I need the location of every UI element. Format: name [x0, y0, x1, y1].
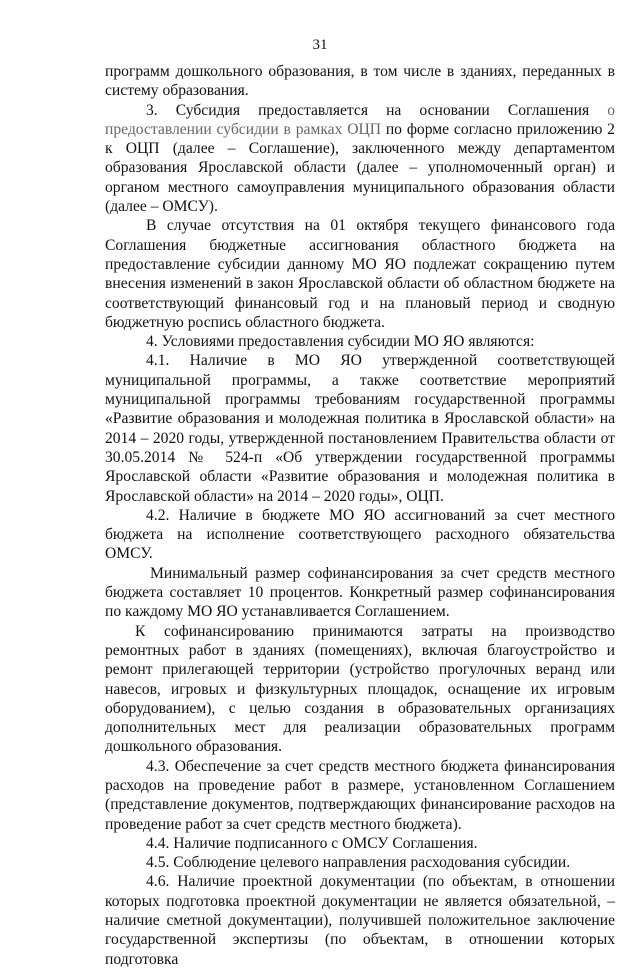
paragraph-text: 3. Субсидия предоставляется на основании Соглашения [146, 101, 608, 119]
paragraph: 4.3. Обеспечение за счет средств местного бюджета финансирования расходов на проведение работ в размере, установленном Соглашением (представление документов, подтверждающих финансирование расходов на проведение работ за счет средств местного бюджета). [105, 757, 615, 833]
document-body [105, 62, 615, 969]
paragraph: 4. Условиями предоставления субсидии МО ЯО являются: [146, 333, 535, 351]
paragraph: программ дошкольного образования, в том числе в зданиях, переданных в систему образования. [105, 63, 615, 100]
paragraph: Минимальный размер софинансирования за счет средств местного бюджета составляет 10 процентов. Конкретный размер софинансирования по каждому МО ЯО устанавливается Соглашением. [105, 564, 615, 621]
paragraph: 4.4. Наличие подписанного с ОМСУ Соглашения. [146, 834, 478, 852]
page-number: 31 [312, 37, 328, 53]
paragraph: 4.5. Соблюдение целевого направления расходования субсидии. [146, 854, 571, 872]
inserted-text: о предоставлении субсидии в рамках ОЦП [105, 101, 615, 138]
paragraph: 4.1. Наличие в МО ЯО утвержденной соответствующей муниципальной программы, а также соответствие мероприятий муниципальной программы требованиям государственной программы «Развитие образования и молодежная политика в Ярославской области» на 2014 – 2020 годы, утвержденной постановлением Правительства области от 30.05.2014 № 524-п «Об утверждении государственной программы Ярославской области «Развитие образования и молодежная политика в Ярославской области» на 2014 – 2020 годы», ОЦП. [105, 352, 615, 505]
paragraph-text: по форме согласно приложению 2 к ОЦП (далее – Соглашение), заключенного между департаментом образования Ярославской области (далее – уполномоченный орган) и органом местного самоуправления муниципального образования области (далее – ОМСУ). [105, 120, 615, 216]
paragraph-subsidy-basis [105, 101, 615, 217]
paragraph: К софинансированию принимаются затраты на производство ремонтных работ в зданиях (помещениях), включая благоустройство и ремонт прилегающей территории (устройство прогулочных веранд или навесов, игровых и физкультурных площадок, оснащение их игровым оборудованием), с целью создания в образовательных организациях дополнительных мест для реализации образовательных программ дошкольного образования. [105, 622, 615, 756]
paragraph: В случае отсутствия на 01 октября текущего финансового года Соглашения бюджетные ассигнования областного бюджета на предоставление субсидии данному МО ЯО подлежат сокращению путем внесения изменений в закон Ярославской области об областном бюджете на соответствующий финансовый год и на плановый период и сводную бюджетную роспись областного бюджета. [105, 217, 615, 331]
paragraph: 4.6. Наличие проектной документации (по объектам, в отношении которых подготовка проектной документации не является обязательной, – наличие сметной документации), получившей положительное заключение государственной экспертизы (по объектам, в отношении которых подготовка [105, 873, 615, 968]
paragraph: 4.2. Наличие в бюджете МО ЯО ассигнований за счет местного бюджета на исполнение соответствующего расходного обязательства ОМСУ. [105, 506, 615, 563]
